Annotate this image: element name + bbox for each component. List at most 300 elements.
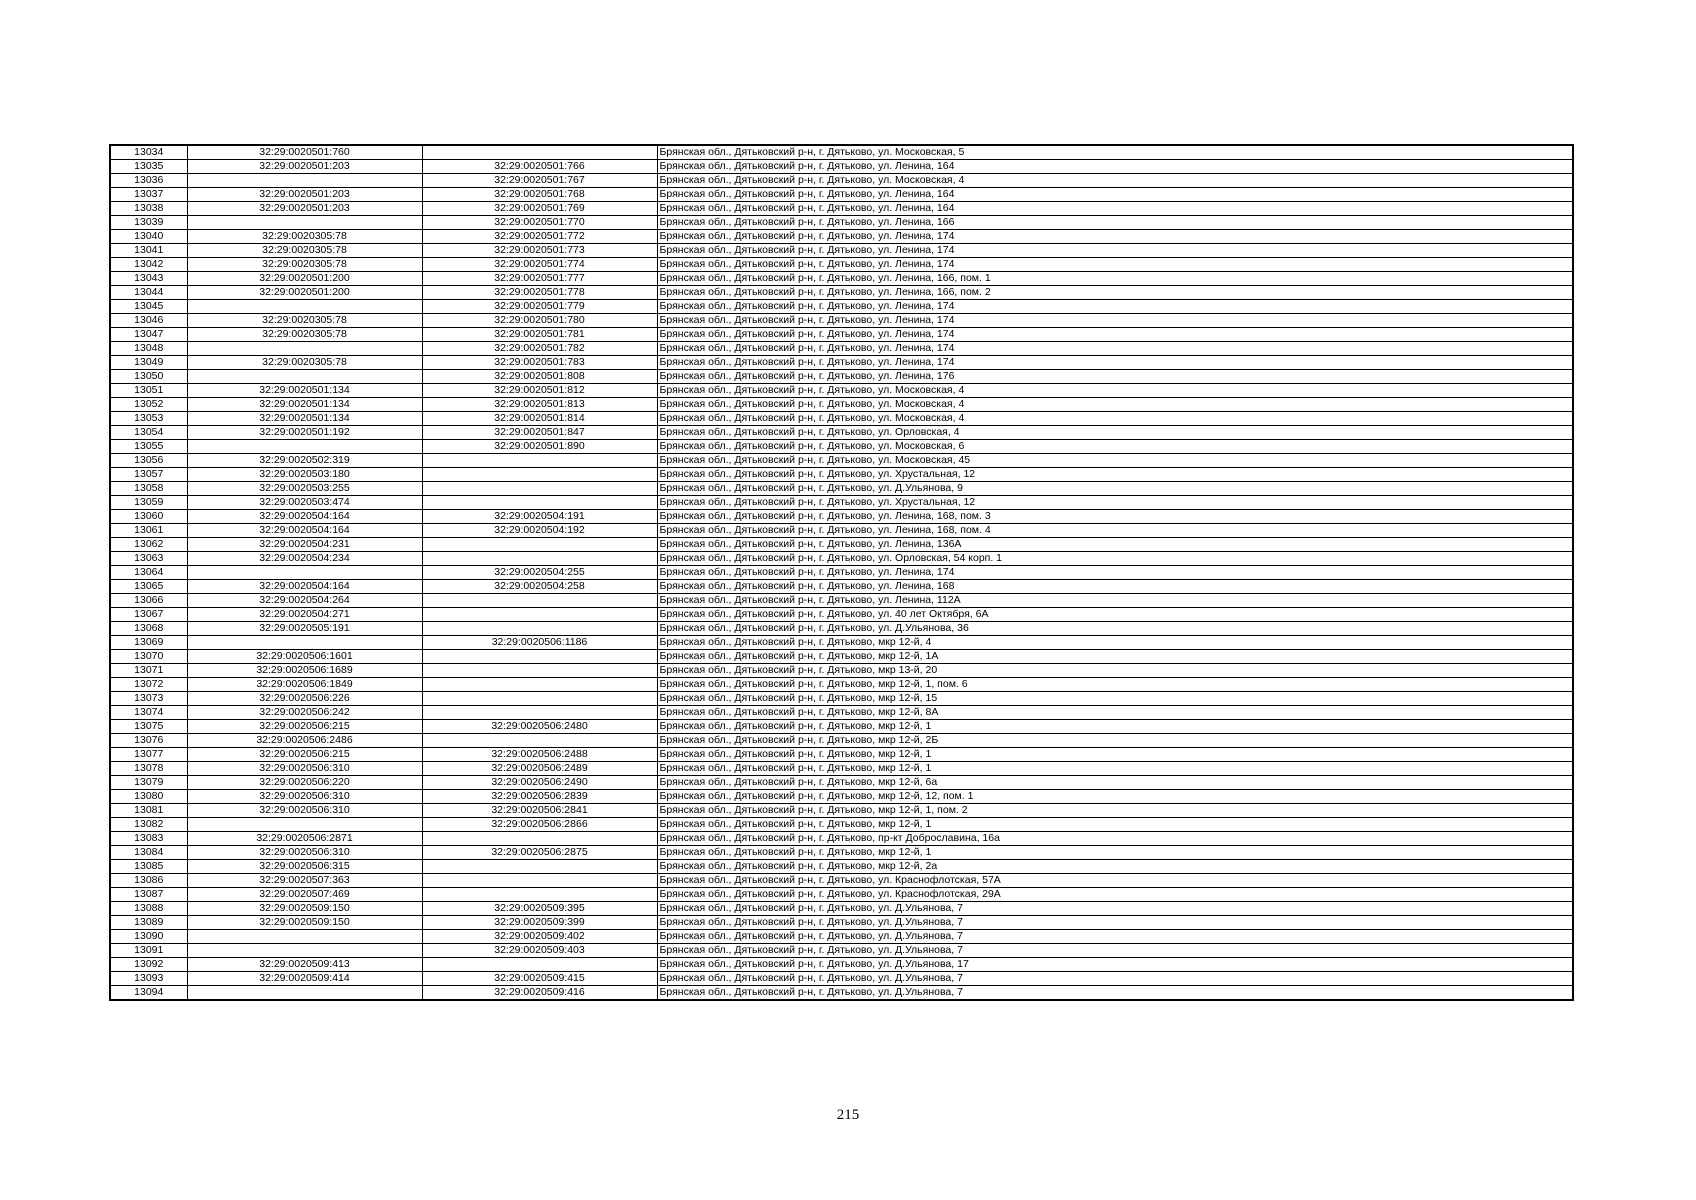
parcel-cadastral-number-cell: 32:29:0020505:191 (187, 622, 422, 636)
row-number-cell: 13051 (110, 384, 187, 398)
parcel-cadastral-number-cell: 32:29:0020504:164 (187, 580, 422, 594)
parcel-cadastral-number-cell: 32:29:0020504:234 (187, 552, 422, 566)
parcel-cadastral-number-cell: 32:29:0020506:1601 (187, 650, 422, 664)
row-number-cell: 13084 (110, 846, 187, 860)
table-row (110, 580, 1573, 594)
parcel-cadastral-number-cell: 32:29:0020506:1689 (187, 664, 422, 678)
row-number-cell: 13039 (110, 216, 187, 230)
table-row (110, 300, 1573, 314)
parcel-cadastral-number-cell: 32:29:0020305:78 (187, 258, 422, 272)
address-cell: Брянская обл., Дятьковский р-н, г. Дятьково, ул. 40 лет Октября, 6А (657, 608, 1573, 622)
object-cadastral-number-cell: 32:29:0020509:395 (422, 902, 657, 916)
table-row (110, 510, 1573, 524)
object-cadastral-number-cell (422, 482, 657, 496)
table-row (110, 846, 1573, 860)
table-row (110, 286, 1573, 300)
row-number-cell: 13089 (110, 916, 187, 930)
object-cadastral-number-cell: 32:29:0020504:258 (422, 580, 657, 594)
row-number-cell: 13036 (110, 174, 187, 188)
row-number-cell: 13076 (110, 734, 187, 748)
table-row (110, 412, 1573, 426)
table-row (110, 230, 1573, 244)
object-cadastral-number-cell: 32:29:0020506:1186 (422, 636, 657, 650)
address-cell: Брянская обл., Дятьковский р-н, г. Дятьково, ул. Д.Ульянова, 7 (657, 944, 1573, 958)
table-row (110, 258, 1573, 272)
address-cell: Брянская обл., Дятьковский р-н, г. Дятьково, ул. Ленина, 174 (657, 258, 1573, 272)
table-row (110, 188, 1573, 202)
address-cell: Брянская обл., Дятьковский р-н, г. Дятьково, мкр 12-й, 1, пом. 2 (657, 804, 1573, 818)
object-cadastral-number-cell (422, 145, 657, 160)
object-cadastral-number-cell: 32:29:0020506:2875 (422, 846, 657, 860)
address-cell: Брянская обл., Дятьковский р-н, г. Дятьково, ул. Ленина, 168 (657, 580, 1573, 594)
row-number-cell: 13073 (110, 692, 187, 706)
object-cadastral-number-cell: 32:29:0020506:2488 (422, 748, 657, 762)
row-number-cell: 13049 (110, 356, 187, 370)
parcel-cadastral-number-cell (187, 174, 422, 188)
address-cell: Брянская обл., Дятьковский р-н, г. Дятьково, мкр 12-й, 1, пом. 6 (657, 678, 1573, 692)
parcel-cadastral-number-cell (187, 216, 422, 230)
object-cadastral-number-cell: 32:29:0020506:2480 (422, 720, 657, 734)
address-cell: Брянская обл., Дятьковский р-н, г. Дятьково, мкр 12-й, 1 (657, 720, 1573, 734)
parcel-cadastral-number-cell: 32:29:0020501:200 (187, 272, 422, 286)
address-cell: Брянская обл., Дятьковский р-н, г. Дятьково, ул. Ленина, 174 (657, 244, 1573, 258)
table-row (110, 482, 1573, 496)
address-cell: Брянская обл., Дятьковский р-н, г. Дятьково, ул. Ленина, 174 (657, 566, 1573, 580)
parcel-cadastral-number-cell: 32:29:0020506:226 (187, 692, 422, 706)
parcel-cadastral-number-cell: 32:29:0020507:469 (187, 888, 422, 902)
address-cell: Брянская обл., Дятьковский р-н, г. Дятьково, ул. Ленина, 168, пом. 4 (657, 524, 1573, 538)
row-number-cell: 13093 (110, 972, 187, 986)
row-number-cell: 13075 (110, 720, 187, 734)
object-cadastral-number-cell: 32:29:0020501:772 (422, 230, 657, 244)
address-cell: Брянская обл., Дятьковский р-н, г. Дятьково, ул. Краснофлотская, 57А (657, 874, 1573, 888)
table-row (110, 496, 1573, 510)
row-number-cell: 13066 (110, 594, 187, 608)
object-cadastral-number-cell (422, 706, 657, 720)
parcel-cadastral-number-cell: 32:29:0020506:315 (187, 860, 422, 874)
parcel-cadastral-number-cell: 32:29:0020501:134 (187, 398, 422, 412)
object-cadastral-number-cell: 32:29:0020501:778 (422, 286, 657, 300)
row-number-cell: 13043 (110, 272, 187, 286)
address-cell: Брянская обл., Дятьковский р-н, г. Дятьково, ул. Ленина, 112А (657, 594, 1573, 608)
parcel-cadastral-number-cell: 32:29:0020506:220 (187, 776, 422, 790)
address-cell: Брянская обл., Дятьковский р-н, г. Дятьково, мкр 13-й, 20 (657, 664, 1573, 678)
parcel-cadastral-number-cell: 32:29:0020504:164 (187, 510, 422, 524)
row-number-cell: 13034 (110, 145, 187, 160)
table-row (110, 608, 1573, 622)
parcel-cadastral-number-cell: 32:29:0020509:150 (187, 902, 422, 916)
parcel-cadastral-number-cell: 32:29:0020506:310 (187, 762, 422, 776)
address-cell: Брянская обл., Дятьковский р-н, г. Дятьково, мкр 12-й, 8А (657, 706, 1573, 720)
row-number-cell: 13040 (110, 230, 187, 244)
object-cadastral-number-cell (422, 860, 657, 874)
object-cadastral-number-cell (422, 468, 657, 482)
parcel-cadastral-number-cell: 32:29:0020504:271 (187, 608, 422, 622)
table-row (110, 888, 1573, 902)
row-number-cell: 13035 (110, 160, 187, 174)
parcel-cadastral-number-cell: 32:29:0020501:203 (187, 202, 422, 216)
table-row (110, 145, 1573, 160)
address-cell: Брянская обл., Дятьковский р-н, г. Дятьково, ул. Московская, 4 (657, 174, 1573, 188)
address-cell: Брянская обл., Дятьковский р-н, г. Дятьково, ул. Московская, 4 (657, 398, 1573, 412)
object-cadastral-number-cell (422, 734, 657, 748)
parcel-cadastral-number-cell: 32:29:0020504:231 (187, 538, 422, 552)
object-cadastral-number-cell: 32:29:0020506:2490 (422, 776, 657, 790)
object-cadastral-number-cell (422, 958, 657, 972)
table-row (110, 958, 1573, 972)
object-cadastral-number-cell: 32:29:0020501:770 (422, 216, 657, 230)
table-row (110, 356, 1573, 370)
row-number-cell: 13056 (110, 454, 187, 468)
address-cell: Брянская обл., Дятьковский р-н, г. Дятьково, ул. Хрустальная, 12 (657, 496, 1573, 510)
object-cadastral-number-cell: 32:29:0020501:766 (422, 160, 657, 174)
object-cadastral-number-cell (422, 594, 657, 608)
address-cell: Брянская обл., Дятьковский р-н, г. Дятьково, ул. Ленина, 174 (657, 230, 1573, 244)
parcel-cadastral-number-cell: 32:29:0020503:255 (187, 482, 422, 496)
parcel-cadastral-number-cell: 32:29:0020501:203 (187, 188, 422, 202)
registry-table (109, 144, 1574, 1001)
table-row (110, 272, 1573, 286)
table-row (110, 174, 1573, 188)
parcel-cadastral-number-cell (187, 566, 422, 580)
address-cell: Брянская обл., Дятьковский р-н, г. Дятьково, ул. Ленина, 168, пом. 3 (657, 510, 1573, 524)
address-cell: Брянская обл., Дятьковский р-н, г. Дятьково, ул. Д.Ульянова, 7 (657, 986, 1573, 1001)
table-row (110, 986, 1573, 1001)
parcel-cadastral-number-cell: 32:29:0020305:78 (187, 314, 422, 328)
object-cadastral-number-cell (422, 692, 657, 706)
object-cadastral-number-cell (422, 454, 657, 468)
table-row (110, 944, 1573, 958)
address-cell: Брянская обл., Дятьковский р-н, г. Дятьково, ул. Московская, 5 (657, 145, 1573, 160)
object-cadastral-number-cell: 32:29:0020501:890 (422, 440, 657, 454)
table-row (110, 594, 1573, 608)
parcel-cadastral-number-cell: 32:29:0020509:413 (187, 958, 422, 972)
table-row (110, 832, 1573, 846)
row-number-cell: 13077 (110, 748, 187, 762)
row-number-cell: 13062 (110, 538, 187, 552)
address-cell: Брянская обл., Дятьковский р-н, г. Дятьково, ул. Ленина, 166 (657, 216, 1573, 230)
address-cell: Брянская обл., Дятьковский р-н, г. Дятьково, ул. Московская, 4 (657, 384, 1573, 398)
table-row (110, 384, 1573, 398)
table-row (110, 916, 1573, 930)
parcel-cadastral-number-cell: 32:29:0020506:310 (187, 790, 422, 804)
table-row (110, 328, 1573, 342)
parcel-cadastral-number-cell: 32:29:0020503:180 (187, 468, 422, 482)
address-cell: Брянская обл., Дятьковский р-н, г. Дятьково, ул. Краснофлотская, 29А (657, 888, 1573, 902)
address-cell: Брянская обл., Дятьковский р-н, г. Дятьково, мкр 12-й, 2а (657, 860, 1573, 874)
row-number-cell: 13050 (110, 370, 187, 384)
address-cell: Брянская обл., Дятьковский р-н, г. Дятьково, ул. Д.Ульянова, 17 (657, 958, 1573, 972)
parcel-cadastral-number-cell: 32:29:0020504:264 (187, 594, 422, 608)
address-cell: Брянская обл., Дятьковский р-н, г. Дятьково, ул. Д.Ульянова, 7 (657, 916, 1573, 930)
row-number-cell: 13058 (110, 482, 187, 496)
row-number-cell: 13059 (110, 496, 187, 510)
row-number-cell: 13064 (110, 566, 187, 580)
address-cell: Брянская обл., Дятьковский р-н, г. Дятьково, ул. Ленина, 164 (657, 160, 1573, 174)
object-cadastral-number-cell: 32:29:0020506:2841 (422, 804, 657, 818)
parcel-cadastral-number-cell: 32:29:0020506:1849 (187, 678, 422, 692)
address-cell: Брянская обл., Дятьковский р-н, г. Дятьково, ул. Д.Ульянова, 7 (657, 930, 1573, 944)
address-cell: Брянская обл., Дятьковский р-н, г. Дятьково, мкр 12-й, 1 (657, 748, 1573, 762)
row-number-cell: 13081 (110, 804, 187, 818)
address-cell: Брянская обл., Дятьковский р-н, г. Дятьково, ул. Орловская, 54 корп. 1 (657, 552, 1573, 566)
object-cadastral-number-cell: 32:29:0020501:847 (422, 426, 657, 440)
table-row (110, 804, 1573, 818)
row-number-cell: 13046 (110, 314, 187, 328)
row-number-cell: 13055 (110, 440, 187, 454)
object-cadastral-number-cell (422, 552, 657, 566)
address-cell: Брянская обл., Дятьковский р-н, г. Дятьково, ул. Д.Ульянова, 7 (657, 972, 1573, 986)
address-cell: Брянская обл., Дятьковский р-н, г. Дятьково, мкр 12-й, 2Б (657, 734, 1573, 748)
table-row (110, 202, 1573, 216)
table-row (110, 314, 1573, 328)
object-cadastral-number-cell (422, 832, 657, 846)
parcel-cadastral-number-cell: 32:29:0020509:414 (187, 972, 422, 986)
object-cadastral-number-cell: 32:29:0020509:415 (422, 972, 657, 986)
parcel-cadastral-number-cell: 32:29:0020502:319 (187, 454, 422, 468)
object-cadastral-number-cell: 32:29:0020501:783 (422, 356, 657, 370)
parcel-cadastral-number-cell: 32:29:0020305:78 (187, 356, 422, 370)
parcel-cadastral-number-cell (187, 300, 422, 314)
object-cadastral-number-cell: 32:29:0020504:191 (422, 510, 657, 524)
row-number-cell: 13085 (110, 860, 187, 874)
table-row (110, 734, 1573, 748)
parcel-cadastral-number-cell: 32:29:0020507:363 (187, 874, 422, 888)
table-row (110, 566, 1573, 580)
table-row (110, 160, 1573, 174)
table-row (110, 706, 1573, 720)
row-number-cell: 13088 (110, 902, 187, 916)
parcel-cadastral-number-cell (187, 818, 422, 832)
object-cadastral-number-cell: 32:29:0020506:2866 (422, 818, 657, 832)
row-number-cell: 13069 (110, 636, 187, 650)
object-cadastral-number-cell: 32:29:0020506:2489 (422, 762, 657, 776)
table-row (110, 342, 1573, 356)
table-row (110, 440, 1573, 454)
row-number-cell: 13060 (110, 510, 187, 524)
address-cell: Брянская обл., Дятьковский р-н, г. Дятьково, ул. Ленина, 174 (657, 314, 1573, 328)
address-cell: Брянская обл., Дятьковский р-н, г. Дятьково, ул. Ленина, 166, пом. 1 (657, 272, 1573, 286)
table-row (110, 426, 1573, 440)
table-row (110, 720, 1573, 734)
row-number-cell: 13041 (110, 244, 187, 258)
row-number-cell: 13071 (110, 664, 187, 678)
address-cell: Брянская обл., Дятьковский р-н, г. Дятьково, ул. Хрустальная, 12 (657, 468, 1573, 482)
table-row (110, 454, 1573, 468)
parcel-cadastral-number-cell: 32:29:0020501:203 (187, 160, 422, 174)
object-cadastral-number-cell: 32:29:0020501:808 (422, 370, 657, 384)
parcel-cadastral-number-cell (187, 636, 422, 650)
table-row (110, 468, 1573, 482)
row-number-cell: 13086 (110, 874, 187, 888)
object-cadastral-number-cell: 32:29:0020509:403 (422, 944, 657, 958)
table-row (110, 370, 1573, 384)
table-row (110, 650, 1573, 664)
address-cell: Брянская обл., Дятьковский р-н, г. Дятьково, ул. Ленина, 174 (657, 328, 1573, 342)
parcel-cadastral-number-cell (187, 930, 422, 944)
object-cadastral-number-cell (422, 874, 657, 888)
parcel-cadastral-number-cell: 32:29:0020501:134 (187, 384, 422, 398)
parcel-cadastral-number-cell (187, 440, 422, 454)
object-cadastral-number-cell: 32:29:0020509:416 (422, 986, 657, 1001)
row-number-cell: 13065 (110, 580, 187, 594)
page-number: 215 (836, 1107, 860, 1123)
object-cadastral-number-cell (422, 678, 657, 692)
address-cell: Брянская обл., Дятьковский р-н, г. Дятьково, ул. Московская, 6 (657, 440, 1573, 454)
row-number-cell: 13053 (110, 412, 187, 426)
object-cadastral-number-cell (422, 664, 657, 678)
row-number-cell: 13045 (110, 300, 187, 314)
object-cadastral-number-cell: 32:29:0020504:255 (422, 566, 657, 580)
object-cadastral-number-cell (422, 622, 657, 636)
row-number-cell: 13091 (110, 944, 187, 958)
object-cadastral-number-cell: 32:29:0020504:192 (422, 524, 657, 538)
address-cell: Брянская обл., Дятьковский р-н, г. Дятьково, ул. Д.Ульянова, 36 (657, 622, 1573, 636)
address-cell: Брянская обл., Дятьковский р-н, г. Дятьково, ул. Ленина, 174 (657, 342, 1573, 356)
address-cell: Брянская обл., Дятьковский р-н, г. Дятьково, мкр 12-й, 6а (657, 776, 1573, 790)
address-cell: Брянская обл., Дятьковский р-н, г. Дятьково, мкр 12-й, 1А (657, 650, 1573, 664)
address-cell: Брянская обл., Дятьковский р-н, г. Дятьково, ул. Московская, 45 (657, 454, 1573, 468)
address-cell: Брянская обл., Дятьковский р-н, г. Дятьково, ул. Ленина, 136А (657, 538, 1573, 552)
row-number-cell: 13038 (110, 202, 187, 216)
parcel-cadastral-number-cell (187, 342, 422, 356)
row-number-cell: 13092 (110, 958, 187, 972)
parcel-cadastral-number-cell: 32:29:0020506:310 (187, 804, 422, 818)
table-row (110, 552, 1573, 566)
parcel-cadastral-number-cell: 32:29:0020506:242 (187, 706, 422, 720)
row-number-cell: 13082 (110, 818, 187, 832)
address-cell: Брянская обл., Дятьковский р-н, г. Дятьково, мкр 12-й, 1 (657, 818, 1573, 832)
address-cell: Брянская обл., Дятьковский р-н, г. Дятьково, мкр 12-й, 4 (657, 636, 1573, 650)
object-cadastral-number-cell: 32:29:0020509:399 (422, 916, 657, 930)
table-row (110, 524, 1573, 538)
object-cadastral-number-cell: 32:29:0020501:767 (422, 174, 657, 188)
object-cadastral-number-cell (422, 538, 657, 552)
row-number-cell: 13054 (110, 426, 187, 440)
parcel-cadastral-number-cell: 32:29:0020506:310 (187, 846, 422, 860)
object-cadastral-number-cell: 32:29:0020506:2839 (422, 790, 657, 804)
object-cadastral-number-cell: 32:29:0020501:814 (422, 412, 657, 426)
address-cell: Брянская обл., Дятьковский р-н, г. Дятьково, мкр 12-й, 12, пом. 1 (657, 790, 1573, 804)
row-number-cell: 13067 (110, 608, 187, 622)
object-cadastral-number-cell (422, 888, 657, 902)
table-row (110, 398, 1573, 412)
row-number-cell: 13037 (110, 188, 187, 202)
row-number-cell: 13090 (110, 930, 187, 944)
parcel-cadastral-number-cell: 32:29:0020305:78 (187, 328, 422, 342)
address-cell: Брянская обл., Дятьковский р-н, г. Дятьково, ул. Ленина, 174 (657, 356, 1573, 370)
row-number-cell: 13078 (110, 762, 187, 776)
row-number-cell: 13063 (110, 552, 187, 566)
parcel-cadastral-number-cell: 32:29:0020501:760 (187, 145, 422, 160)
row-number-cell: 13052 (110, 398, 187, 412)
object-cadastral-number-cell: 32:29:0020501:780 (422, 314, 657, 328)
table-row (110, 972, 1573, 986)
table-row (110, 902, 1573, 916)
object-cadastral-number-cell: 32:29:0020501:779 (422, 300, 657, 314)
object-cadastral-number-cell: 32:29:0020501:812 (422, 384, 657, 398)
table-row (110, 790, 1573, 804)
parcel-cadastral-number-cell: 32:29:0020506:215 (187, 748, 422, 762)
address-cell: Брянская обл., Дятьковский р-н, г. Дятьково, ул. Ленина, 166, пом. 2 (657, 286, 1573, 300)
parcel-cadastral-number-cell: 32:29:0020509:150 (187, 916, 422, 930)
address-cell: Брянская обл., Дятьковский р-н, г. Дятьково, мкр 12-й, 1 (657, 846, 1573, 860)
address-cell: Брянская обл., Дятьковский р-н, г. Дятьково, ул. Московская, 4 (657, 412, 1573, 426)
object-cadastral-number-cell: 32:29:0020501:781 (422, 328, 657, 342)
table-row (110, 622, 1573, 636)
object-cadastral-number-cell: 32:29:0020501:768 (422, 188, 657, 202)
row-number-cell: 13048 (110, 342, 187, 356)
object-cadastral-number-cell: 32:29:0020509:402 (422, 930, 657, 944)
parcel-cadastral-number-cell: 32:29:0020501:192 (187, 426, 422, 440)
table-row (110, 244, 1573, 258)
row-number-cell: 13068 (110, 622, 187, 636)
object-cadastral-number-cell (422, 650, 657, 664)
table-row (110, 860, 1573, 874)
address-cell: Брянская обл., Дятьковский р-н, г. Дятьково, мкр 12-й, 15 (657, 692, 1573, 706)
row-number-cell: 13061 (110, 524, 187, 538)
object-cadastral-number-cell: 32:29:0020501:774 (422, 258, 657, 272)
parcel-cadastral-number-cell: 32:29:0020305:78 (187, 244, 422, 258)
parcel-cadastral-number-cell: 32:29:0020501:134 (187, 412, 422, 426)
object-cadastral-number-cell: 32:29:0020501:813 (422, 398, 657, 412)
row-number-cell: 13070 (110, 650, 187, 664)
parcel-cadastral-number-cell: 32:29:0020506:2871 (187, 832, 422, 846)
row-number-cell: 13044 (110, 286, 187, 300)
row-number-cell: 13080 (110, 790, 187, 804)
parcel-cadastral-number-cell: 32:29:0020504:164 (187, 524, 422, 538)
table-row (110, 818, 1573, 832)
table-row (110, 692, 1573, 706)
address-cell: Брянская обл., Дятьковский р-н, г. Дятьково, мкр 12-й, 1 (657, 762, 1573, 776)
table-row (110, 762, 1573, 776)
parcel-cadastral-number-cell: 32:29:0020506:215 (187, 720, 422, 734)
address-cell: Брянская обл., Дятьковский р-н, г. Дятьково, ул. Орловская, 4 (657, 426, 1573, 440)
parcel-cadastral-number-cell: 32:29:0020305:78 (187, 230, 422, 244)
table-row (110, 748, 1573, 762)
row-number-cell: 13057 (110, 468, 187, 482)
parcel-cadastral-number-cell: 32:29:0020501:200 (187, 286, 422, 300)
parcel-cadastral-number-cell (187, 944, 422, 958)
table-row (110, 874, 1573, 888)
object-cadastral-number-cell: 32:29:0020501:773 (422, 244, 657, 258)
row-number-cell: 13042 (110, 258, 187, 272)
table-row (110, 930, 1573, 944)
address-cell: Брянская обл., Дятьковский р-н, г. Дятьково, ул. Ленина, 176 (657, 370, 1573, 384)
row-number-cell: 13079 (110, 776, 187, 790)
row-number-cell: 13083 (110, 832, 187, 846)
parcel-cadastral-number-cell: 32:29:0020503:474 (187, 496, 422, 510)
object-cadastral-number-cell: 32:29:0020501:769 (422, 202, 657, 216)
row-number-cell: 13087 (110, 888, 187, 902)
row-number-cell: 13074 (110, 706, 187, 720)
table-row (110, 636, 1573, 650)
address-cell: Брянская обл., Дятьковский р-н, г. Дятьково, ул. Д.Ульянова, 7 (657, 902, 1573, 916)
parcel-cadastral-number-cell (187, 370, 422, 384)
registry-table-body (110, 145, 1573, 1000)
object-cadastral-number-cell: 32:29:0020501:782 (422, 342, 657, 356)
table-row (110, 664, 1573, 678)
address-cell: Брянская обл., Дятьковский р-н, г. Дятьково, ул. Ленина, 164 (657, 188, 1573, 202)
table-row (110, 216, 1573, 230)
address-cell: Брянская обл., Дятьковский р-н, г. Дятьково, пр-кт Доброславина, 16а (657, 832, 1573, 846)
row-number-cell: 13047 (110, 328, 187, 342)
parcel-cadastral-number-cell (187, 986, 422, 1001)
address-cell: Брянская обл., Дятьковский р-н, г. Дятьково, ул. Ленина, 164 (657, 202, 1573, 216)
object-cadastral-number-cell: 32:29:0020501:777 (422, 272, 657, 286)
object-cadastral-number-cell (422, 496, 657, 510)
table-row (110, 678, 1573, 692)
